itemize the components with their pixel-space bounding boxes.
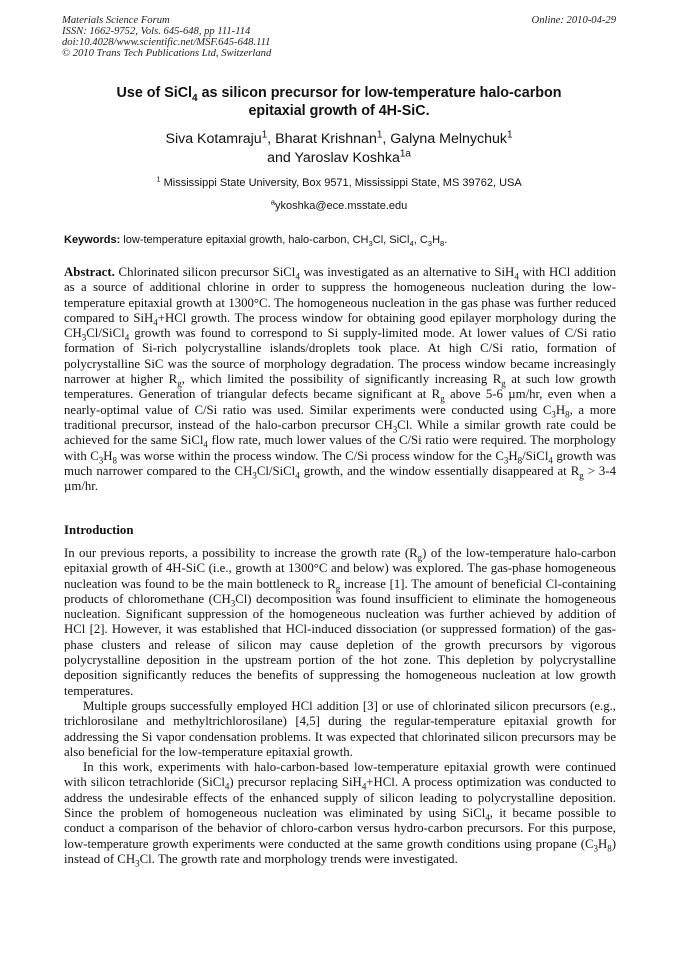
author-name: , Bharat Krishnan — [267, 131, 377, 147]
abstract: Abstract. Chlorinated silicon precursor SiCl$_4$ was investigated as an alternative to SiH$_4$ with HCl addition as a source of additional chlorine in order to suppress the homogeneous nucleation during the low-temperature epitaxial growth at 1300°C. The homogeneous nucleation in the gas phase was further reduced compared to SiH$_4$+HCl growth. The process window for obtaining good epilayer morphology during the $CH_3Cl/SiCl_4$ growth was found to correspond to Si supply-limited mode. At lower values of C/Si ratio formation of Si-rich polycrystalline islands/droplets took place. At high C/Si ratio, formation of polycrystalline SiC was the source of morphology degradation. The process window became increasingly narrower at higher $R_g$, which limited the possibility of significantly increasing $R_g$ at such low growth temperatures. Generation of triangular defects became significant at $R_g$ above 5-6 µm/hr, even when a nearly-optimal value of C/Si ratio was used. Similar experiments were conducted using $C_3H_8$, a more traditional precursor, instead of the halo-carbon precursor $CH_3Cl$. While a similar growth rate could be achieved for the same SiCl$_4$ flow rate, much lower values of the C/Si ratio were required. The morphology with $C_3H_8$ was worse within the process window. The C/Si process window for the $C_3H_8/SiCl_4$ growth was much narrower compared to the $CH_3Cl/SiCl_4$ growth, and the window essentially disappeared at $R_g > 3-4$ µm/hr. — [64, 265, 617, 494]
journal-header — [62, 15, 616, 59]
doi-line: doi:10.4028/www.scientific.net/MSF.645-648.111 — [62, 37, 271, 48]
section-heading-introduction: Introduction — [64, 523, 134, 537]
online-date: Online: 2010-04-29 — [531, 15, 616, 26]
author-list: Siva Kotamraju$^1$, Bharat Krishnan$^1$, Galyna Melnychuk$^1$ and Yaroslav Koshka$^{1a}$ — [165, 129, 513, 166]
author-name: Siva Kotamraju — [165, 131, 262, 147]
keywords: Keywords: low-temperature epitaxial growth, halo-carbon, $CH_3Cl$, SiCl$_4$, $C_3H_8$. — [64, 234, 448, 249]
issn-line: ISSN: 1662-9752, Vols. 645-648, pp 111-114 — [62, 26, 251, 37]
introduction-body — [64, 546, 616, 867]
copyright-line: © 2010 Trans Tech Publications Ltd, Switzerland — [62, 48, 272, 59]
affiliation: $^1$ Mississippi State University, Box 9571, Mississippi State, MS 39762, USA — [156, 174, 522, 189]
author-name: and Yaroslav Koshka — [267, 150, 400, 166]
author-name: , Galyna Melnychuk — [382, 131, 507, 147]
paragraph: Multiple groups successfully employed HCl addition [3] or use of chlorinated silicon precursors (e.g., trichlorosilane and methyltrichlorosilane) [4,5] during the regular-temperature epitaxial growth for addressing the Si vapor condensation problems. It was expected that chlorinated silicon precursors may be also beneficial for the low-temperature epitaxial growth. — [64, 698, 616, 759]
abstract-label: Abstract. — [64, 265, 115, 279]
author-email: $^a$ykoshka@ece.msstate.edu — [270, 197, 408, 212]
keywords-label: Keywords: — [64, 234, 121, 246]
paper-title: Use of SiCl$_4$ as silicon precursor for low-temperature halo-carbon epitaxial growth of 4H-SiC. — [116, 85, 562, 119]
journal-name: Materials Science Forum — [62, 15, 170, 26]
paragraph: In this work, experiments with halo-carbon-based low-temperature epitaxial growth were continued with silicon tetrachloride (SiCl$_4$) precursor replacing SiH$_4$+HCl. A process optimization was conducted to address the undesirable effects of the enhanced supply of silicon leading to polycrystalline deposition. Since the problem of homogeneous nucleation was eliminated by using SiCl$_4$, it became possible to conduct a comparison of the behavior of chloro-carbon versus hydro-carbon precursors. For this purpose, low-temperature growth experiments were conducted at the same growth conditions using propane $(C_3H_8)$ instead of $CH_3Cl$. The growth rate and morphology trends were investigated. — [64, 760, 617, 869]
paragraph: In our previous reports, a possibility to increase the growth rate $(R_g)$ of the low-temperature halo-carbon epitaxial growth of 4H-SiC (i.e., growth at 1300°C and below) was explored. The gas-phase homogeneous nucleation was found to be the main bottleneck to $R_g$ increase [1]. The amount of beneficial Cl-containing products of chloromethane $(CH_3Cl)$ decomposition was found insufficient to eliminate the homogeneous nucleation. Significant suppression of the homogeneous nucleation was further achieved by addition of HCl [2]. However, it was established that HCl-induced dissociation (or suppressed formation) of the gas-phase clusters and release of silicon may cause depletion of the growth precursors by vigorous polycrystalline deposition in the upstream portion of the hot zone. This depletion by polycrystalline deposition significantly reduces the benefits of suppressing the homogeneous nucleation at low growth temperatures. — [64, 546, 617, 698]
